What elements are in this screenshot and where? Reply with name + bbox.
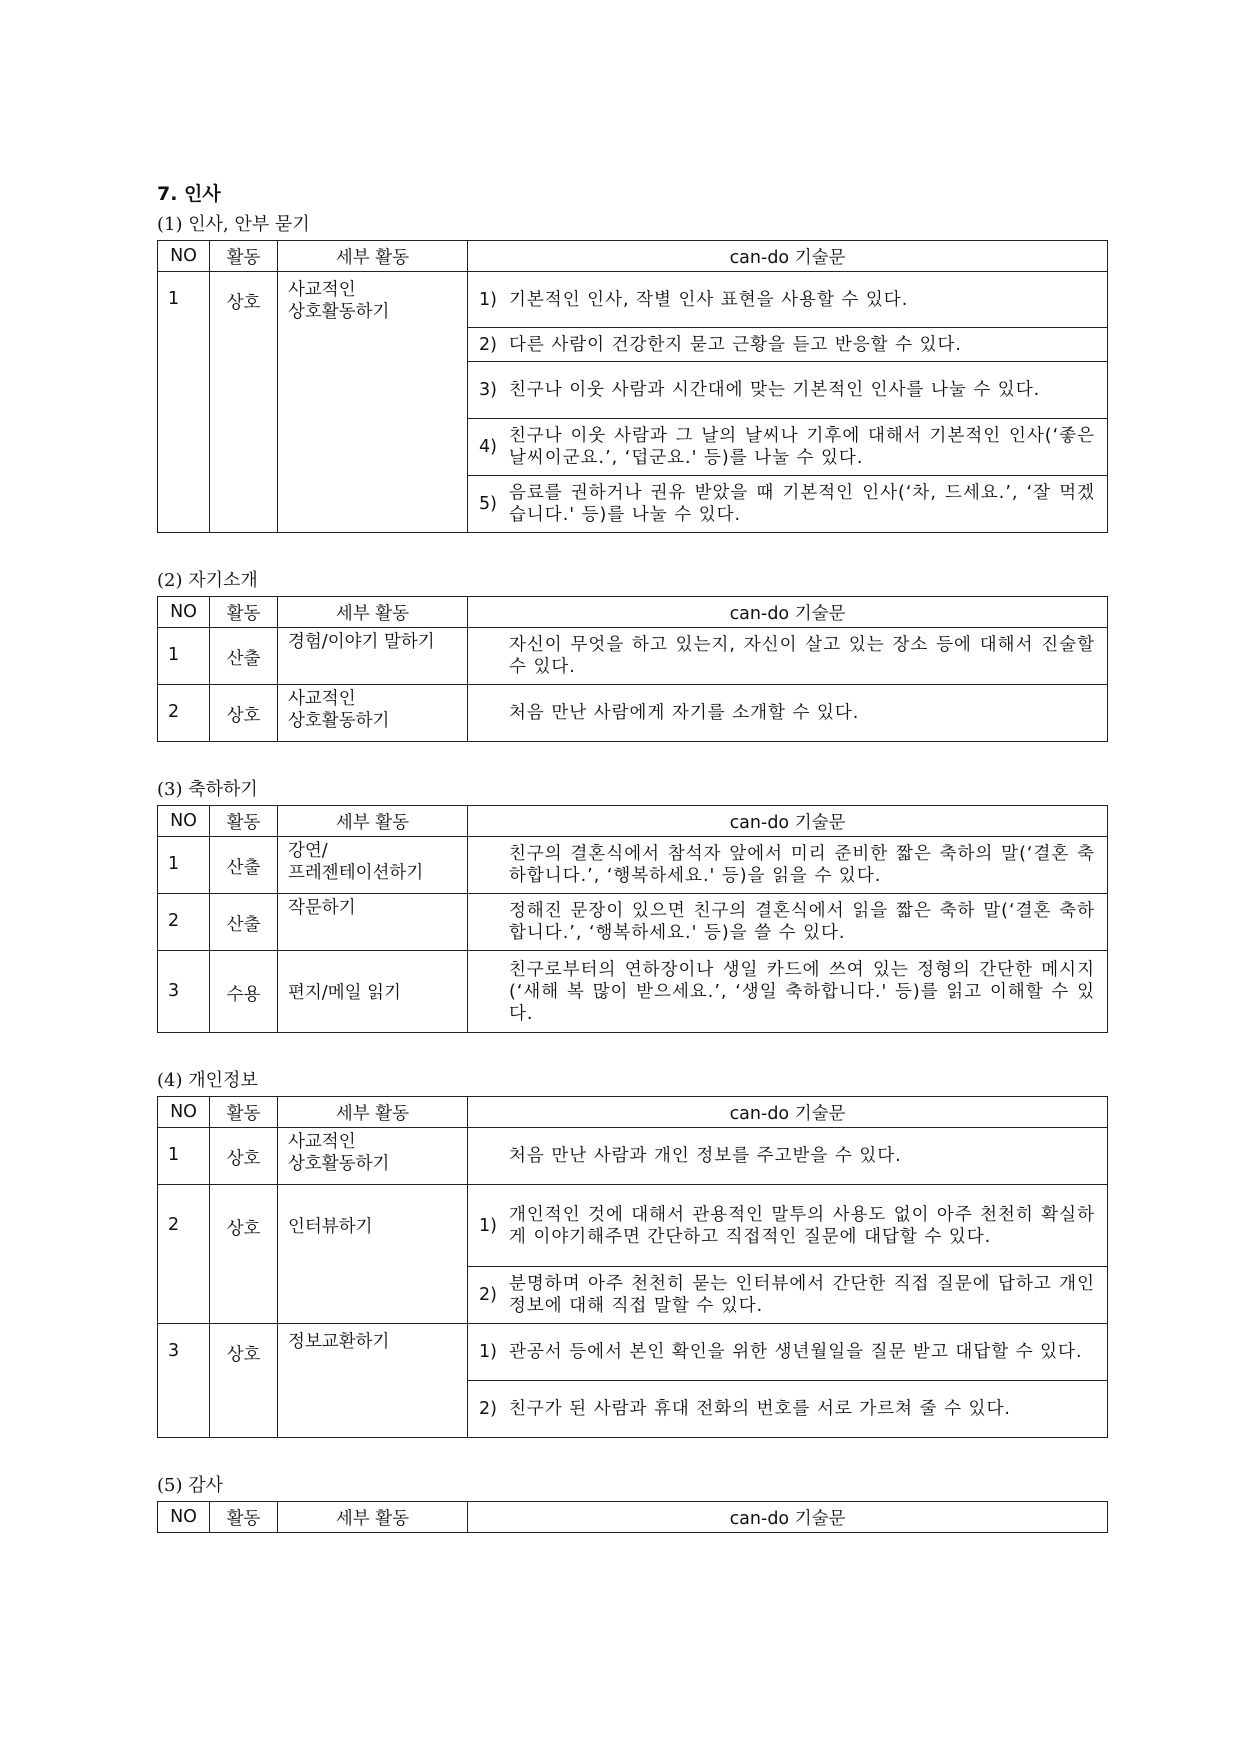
detail-activity: 경험/이야기 말하기 (278, 628, 468, 685)
can-do-statement (468, 476, 1108, 533)
item-number: 4) (479, 437, 497, 457)
section-spacer (157, 1033, 1107, 1066)
statement-text: 친구로부터의 연하장이나 생일 카드에 쓰여 있는 정형의 간단한 메시지(‘새해 복 많이 받으세요.’, ‘생일 축하합니다.' 등)를 읽고 이해할 수 있다. (509, 959, 1095, 1024)
detail-activity: 작문하기 (278, 894, 468, 951)
can-do-statement (468, 837, 1108, 894)
statement-line (468, 685, 1107, 741)
header-statement: can-do 기술문 (468, 806, 1108, 837)
detail-activity: 사교적인 상호활동하기 (278, 685, 468, 742)
statement-text: 처음 만난 사람과 개인 정보를 주고받을 수 있다. (509, 1146, 902, 1166)
header-detail: 세부 활동 (278, 597, 468, 628)
header-statement: can-do 기술문 (468, 1502, 1108, 1533)
statement-text: 기본적인 인사, 작별 인사 표현을 사용할 수 있다. (509, 289, 909, 310)
table-row (158, 1185, 1108, 1267)
table-row (158, 272, 1108, 328)
row-number: 3 (158, 1324, 210, 1438)
table-row (158, 951, 1108, 1033)
can-do-statement (468, 1185, 1108, 1267)
header-activity: 활동 (210, 1097, 278, 1128)
header-statement: can-do 기술문 (468, 241, 1108, 272)
statement-text: 처음 만난 사람에게 자기를 소개할 수 있다. (509, 703, 860, 723)
statement-line (468, 476, 1107, 532)
sections-container (157, 210, 1107, 1533)
detail-activity: 강연/프레젠테이션하기 (278, 837, 468, 894)
table-header-row (158, 1502, 1108, 1533)
statement-text: 정해진 문장이 있으면 친구의 결혼식에서 읽을 짧은 축하 말(‘결혼 축하합니다.’, ‘행복하세요.' 등)을 쓸 수 있다. (509, 901, 1095, 943)
can-do-table (157, 1501, 1108, 1533)
can-do-statement (468, 1128, 1108, 1185)
table-row (158, 894, 1108, 951)
chapter-title: 7. 인사 (157, 183, 221, 205)
table-header-row (158, 241, 1108, 272)
row-number: 1 (158, 1128, 210, 1185)
row-number: 3 (158, 951, 210, 1033)
row-number: 1 (158, 837, 210, 894)
statement-line (468, 1324, 1107, 1380)
section-title: (4) 개인정보 (157, 1070, 258, 1091)
statement-text: 자신이 무엇을 하고 있는지, 자신이 살고 있는 장소 등에 대해서 진술할 수 있다. (509, 635, 1095, 677)
statement-text: 친구나 이웃 사람과 시간대에 맞는 기본적인 인사를 나눌 수 있다. (509, 380, 1041, 400)
statement-text: 분명하며 아주 천천히 묻는 인터뷰에서 간단한 직접 질문에 답하고 개인정보에 대해 직접 말할 수 있다. (509, 1274, 1095, 1316)
activity-type: 상호 (210, 685, 278, 742)
can-do-table (157, 1096, 1108, 1438)
statement-text: 친구나 이웃 사람과 그 날의 날씨나 기후에 대해서 기본적인 인사(‘좋은 날씨이군요.’, ‘덥군요.' 등)를 나눌 수 있다. (509, 426, 1095, 468)
section-spacer (157, 533, 1107, 566)
header-activity: 활동 (210, 241, 278, 272)
header-statement: can-do 기술문 (468, 597, 1108, 628)
activity-type: 수용 (210, 951, 278, 1033)
row-number: 1 (158, 272, 210, 533)
header-no: NO (158, 597, 210, 628)
activity-type: 상호 (210, 1185, 278, 1324)
section-title: (3) 축하하기 (157, 779, 258, 800)
statement-line (468, 628, 1107, 684)
statement-text: 친구가 된 사람과 휴대 전화의 번호를 서로 가르쳐 줄 수 있다. (509, 1399, 1011, 1419)
item-number: 5) (479, 494, 497, 514)
table-row (158, 685, 1108, 742)
item-number: 2) (479, 334, 497, 355)
can-do-statement (468, 272, 1108, 328)
statement-line (468, 837, 1107, 893)
header-statement: can-do 기술문 (468, 1097, 1108, 1128)
can-do-statement (468, 419, 1108, 476)
statement-text: 다른 사람이 건강한지 묻고 근황을 듣고 반응할 수 있다. (509, 334, 962, 355)
document-page (157, 178, 1107, 1533)
statement-text: 친구의 결혼식에서 참석자 앞에서 미리 준비한 짧은 축하의 말(‘결혼 축하합니다.’, ‘행복하세요.' 등)을 읽을 수 있다. (509, 844, 1095, 886)
statement-line (468, 951, 1107, 1032)
row-number: 2 (158, 685, 210, 742)
statement-line (468, 1381, 1107, 1437)
row-number: 2 (158, 894, 210, 951)
can-do-statement (468, 1267, 1108, 1324)
table-row (158, 1128, 1108, 1185)
statement-text: 음료를 권하거나 권유 받았을 때 기본적인 인사(‘차, 드세요.’, ‘잘 먹겠습니다.' 등)를 나눌 수 있다. (509, 483, 1095, 525)
can-do-statement (468, 894, 1108, 951)
statement-line (468, 1185, 1107, 1266)
activity-type: 산출 (210, 837, 278, 894)
detail-activity: 정보교환하기 (278, 1324, 468, 1438)
header-no: NO (158, 241, 210, 272)
header-detail: 세부 활동 (278, 1097, 468, 1128)
item-number: 2) (479, 1285, 497, 1305)
header-no: NO (158, 1097, 210, 1128)
section-title: (2) 자기소개 (157, 570, 258, 591)
activity-type: 상호 (210, 1324, 278, 1438)
header-no: NO (158, 806, 210, 837)
detail-activity: 사교적인 상호활동하기 (278, 1128, 468, 1185)
can-do-table (157, 805, 1108, 1033)
can-do-statement (468, 328, 1108, 362)
header-activity: 활동 (210, 1502, 278, 1533)
activity-type: 상호 (210, 1128, 278, 1185)
header-detail: 세부 활동 (278, 241, 468, 272)
section-spacer (157, 1438, 1107, 1471)
table-header-row (158, 806, 1108, 837)
header-activity: 활동 (210, 806, 278, 837)
section-title: (5) 감사 (157, 1475, 223, 1496)
activity-type: 산출 (210, 894, 278, 951)
table-header-row (158, 597, 1108, 628)
item-number: 2) (479, 1399, 497, 1419)
statement-line (468, 419, 1107, 475)
header-detail: 세부 활동 (278, 1502, 468, 1533)
can-do-statement (468, 362, 1108, 419)
item-number: 1) (479, 1342, 497, 1362)
table-row (158, 837, 1108, 894)
detail-activity: 편지/메일 읽기 (278, 951, 468, 1033)
item-number: 3) (479, 380, 497, 400)
statement-line (468, 1128, 1107, 1184)
statement-text: 개인적인 것에 대해서 관용적인 말투의 사용도 없이 아주 천천히 확실하게 이야기해주면 간단하고 직접적인 질문에 대답할 수 있다. (509, 1204, 1095, 1247)
table-row (158, 1324, 1108, 1381)
section-spacer (157, 742, 1107, 775)
can-do-table (157, 596, 1108, 742)
header-no: NO (158, 1502, 210, 1533)
statement-line (468, 894, 1107, 950)
can-do-statement (468, 1324, 1108, 1381)
statement-line (468, 272, 1107, 327)
can-do-statement (468, 1381, 1108, 1438)
detail-activity: 사교적인 상호활동하기 (278, 272, 468, 533)
can-do-statement (468, 685, 1108, 742)
can-do-statement (468, 951, 1108, 1033)
item-number: 1) (479, 289, 497, 310)
statement-text: 관공서 등에서 본인 확인을 위한 생년월일을 질문 받고 대답할 수 있다. (509, 1342, 1083, 1362)
detail-activity: 인터뷰하기 (278, 1185, 468, 1324)
activity-type: 산출 (210, 628, 278, 685)
row-number: 2 (158, 1185, 210, 1324)
header-detail: 세부 활동 (278, 806, 468, 837)
item-number: 1) (479, 1215, 497, 1236)
row-number: 1 (158, 628, 210, 685)
section-title: (1) 인사, 안부 묻기 (157, 214, 310, 235)
can-do-statement (468, 628, 1108, 685)
table-header-row (158, 1097, 1108, 1128)
activity-type: 상호 (210, 272, 278, 533)
table-row (158, 628, 1108, 685)
statement-line (468, 362, 1107, 418)
statement-line (468, 328, 1107, 361)
header-activity: 활동 (210, 597, 278, 628)
statement-line (468, 1267, 1107, 1323)
can-do-table (157, 240, 1108, 533)
